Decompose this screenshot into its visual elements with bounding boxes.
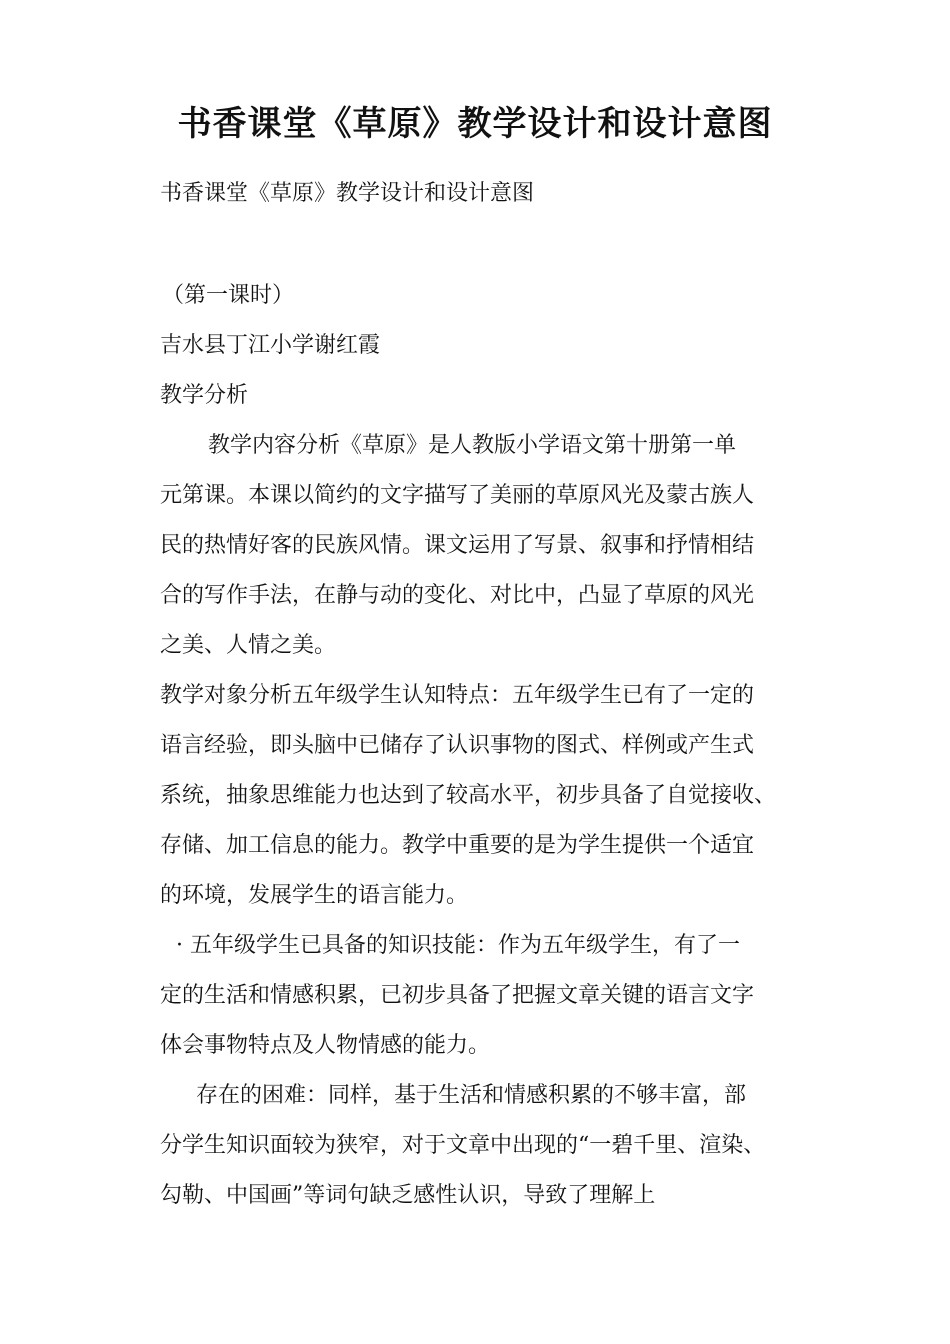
lesson-label: （第一课时） (162, 283, 295, 308)
text-line: 教学对象分析五年级学生认知特点：五年级学生已有了一定的 (160, 683, 755, 708)
document-subtitle: 书香课堂《草原》教学设计和设计意图 (160, 181, 535, 206)
document-title: 书香课堂《草原》教学设计和设计意图 (177, 104, 773, 144)
text-line: 体会事物特点及人物情感的能力。 (160, 1033, 491, 1058)
text-line: 语言经验，即头脑中已储存了认识事物的图式、样例或产生式 (160, 733, 755, 758)
text-line: 定的生活和情感积累，已初步具备了把握文章关键的语言文字 (160, 983, 755, 1008)
text-line: · 五年级学生已具备的知识技能：作为五年级学生，有了一 (176, 933, 740, 958)
author-line: 吉水县丁江小学谢红霞 (160, 333, 381, 358)
text-line: 民的热情好客的民族风情。课文运用了写景、叙事和抒情相结 (160, 533, 755, 558)
text-line: 分学生知识面较为狭窄，对于文章中出现的“一碧千里、渲染、 (160, 1133, 766, 1158)
text-line: 教学内容分析《草原》是人教版小学语文第十册第一单 (208, 433, 737, 458)
section-heading: 教学分析 (160, 383, 249, 408)
text-line: 存储、加工信息的能力。教学中重要的是为学生提供一个适宜 (160, 833, 755, 858)
text-line: 存在的困难：同样，基于生活和情感积累的不够丰富，部 (196, 1083, 747, 1108)
text-line: 之美、人情之美。 (160, 633, 337, 658)
text-line: 勾勒、中国画”等词句缺乏感性认识，导致了理解上 (160, 1183, 656, 1208)
text-line: 的环境，发展学生的语言能力。 (160, 883, 469, 908)
text-line: 系统，抽象思维能力也达到了较高水平，初步具备了自觉接收、 (160, 783, 777, 808)
text-line: 合的写作手法，在静与动的变化、对比中，凸显了草原的风光 (160, 583, 755, 608)
text-line: 元第课。本课以简约的文字描写了美丽的草原风光及蒙古族人 (160, 483, 755, 508)
